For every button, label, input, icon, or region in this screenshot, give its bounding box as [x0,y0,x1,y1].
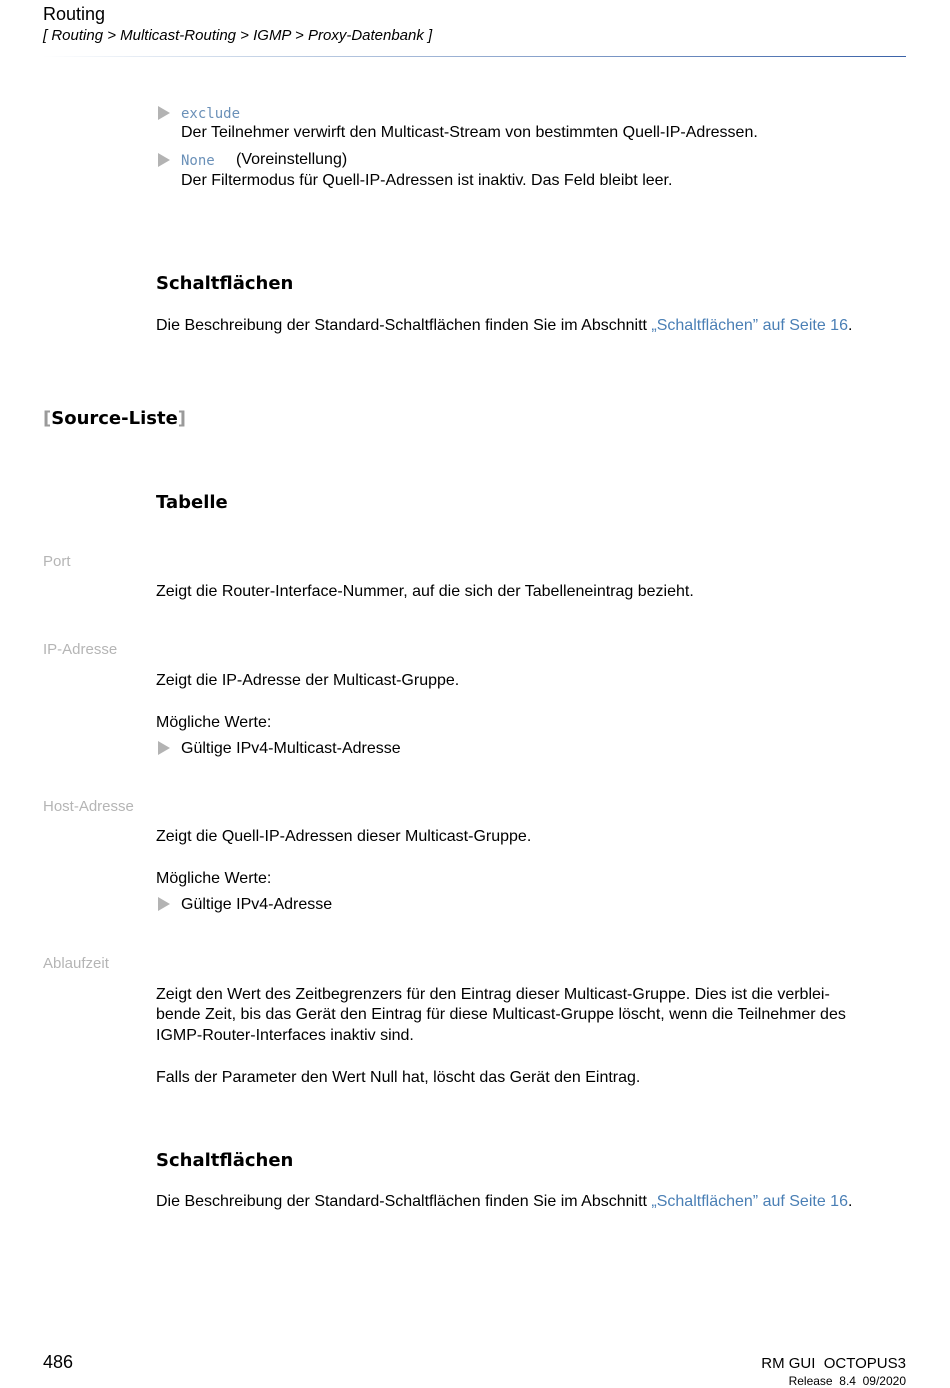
param-description-ip: Zeigt die IP-Adresse der Multicast-Gruppe. [156,672,460,689]
header-rule [43,56,906,57]
param-note-timeout: Falls der Parameter den Wert Null hat, löscht das Gerät den Eintrag. [156,1069,641,1086]
param-label-ip: IP-Adresse [43,641,118,658]
buttons-description [156,316,852,336]
possible-values-label: Mögliche Werte: [156,714,272,731]
param-label-port: Port [43,553,71,570]
option-code-none: None [181,153,215,169]
param-description-port: Zeigt die Router-Interface-Nummer, auf die sich der Tabelleneintrag bezieht. [156,583,694,600]
possible-value-ip: Gültige IPv4-Multicast-Adresse [181,740,401,757]
param-description-timeout-line-1: Zeigt den Wert des Zeitbegrenzers für den Eintrag dieser Multicast-Gruppe. Dies ist die verblei- [156,986,830,1003]
buttons-text-end: . [847,1193,853,1210]
doc-title: RM GUI OCTOPUS3 [761,1355,906,1372]
option-note-none: (Voreinstellung) [236,151,348,168]
buttons-text: Die Beschreibung der Standard-Schaltflächen finden Sie im Abschnitt [156,317,652,334]
bracket-close: ] [177,408,187,429]
section-heading-buttons: Schaltflächen [156,273,294,294]
section-title-source-list [43,408,186,429]
bullet-triangle-icon [158,106,170,120]
buttons-text: Die Beschreibung der Standard-Schaltflächen finden Sie im Abschnitt [156,1193,652,1210]
param-label-host: Host-Adresse [43,798,134,815]
buttons-link[interactable]: „Schaltflächen” auf Seite 16 [651,317,848,334]
possible-value-host: Gültige IPv4-Adresse [181,896,333,913]
param-description-timeout-line-3: IGMP-Router-Interfaces inaktiv sind. [156,1027,414,1044]
bracket-open: [ [43,408,52,429]
buttons-text-end: . [847,317,853,334]
table-heading: Tabelle [156,492,228,513]
param-label-timeout: Ablaufzeit [43,955,109,972]
option-code-exclude: exclude [181,106,241,122]
release-info: Release 8.4 09/2020 [788,1374,906,1388]
breadcrumb: [ Routing > Multicast-Routing > IGMP > Proxy-Datenbank ] [43,27,433,44]
possible-values-label: Mögliche Werte: [156,870,272,887]
section-heading-buttons: Schaltflächen [156,1150,294,1171]
param-description-host: Zeigt die Quell-IP-Adressen dieser Multicast-Gruppe. [156,828,532,845]
chapter-title: Routing [43,4,106,24]
source-list-title: Source-Liste [51,408,178,429]
page-number: 486 [43,1352,74,1372]
bullet-triangle-icon [158,741,170,755]
bullet-triangle-icon [158,153,170,167]
option-description-exclude: Der Teilnehmer verwirft den Multicast-Stream von bestimmten Quell-IP-Adressen. [181,124,758,141]
option-description-none: Der Filtermodus für Quell-IP-Adressen ist inaktiv. Das Feld bleibt leer. [181,172,673,189]
buttons-link[interactable]: „Schaltflächen” auf Seite 16 [651,1193,848,1210]
param-description-timeout-line-2: bende Zeit, bis das Gerät den Eintrag für diese Multicast-Gruppe löscht, wenn die Teilnehmer des [156,1006,846,1023]
buttons-description [156,1192,852,1212]
bullet-triangle-icon [158,897,170,911]
